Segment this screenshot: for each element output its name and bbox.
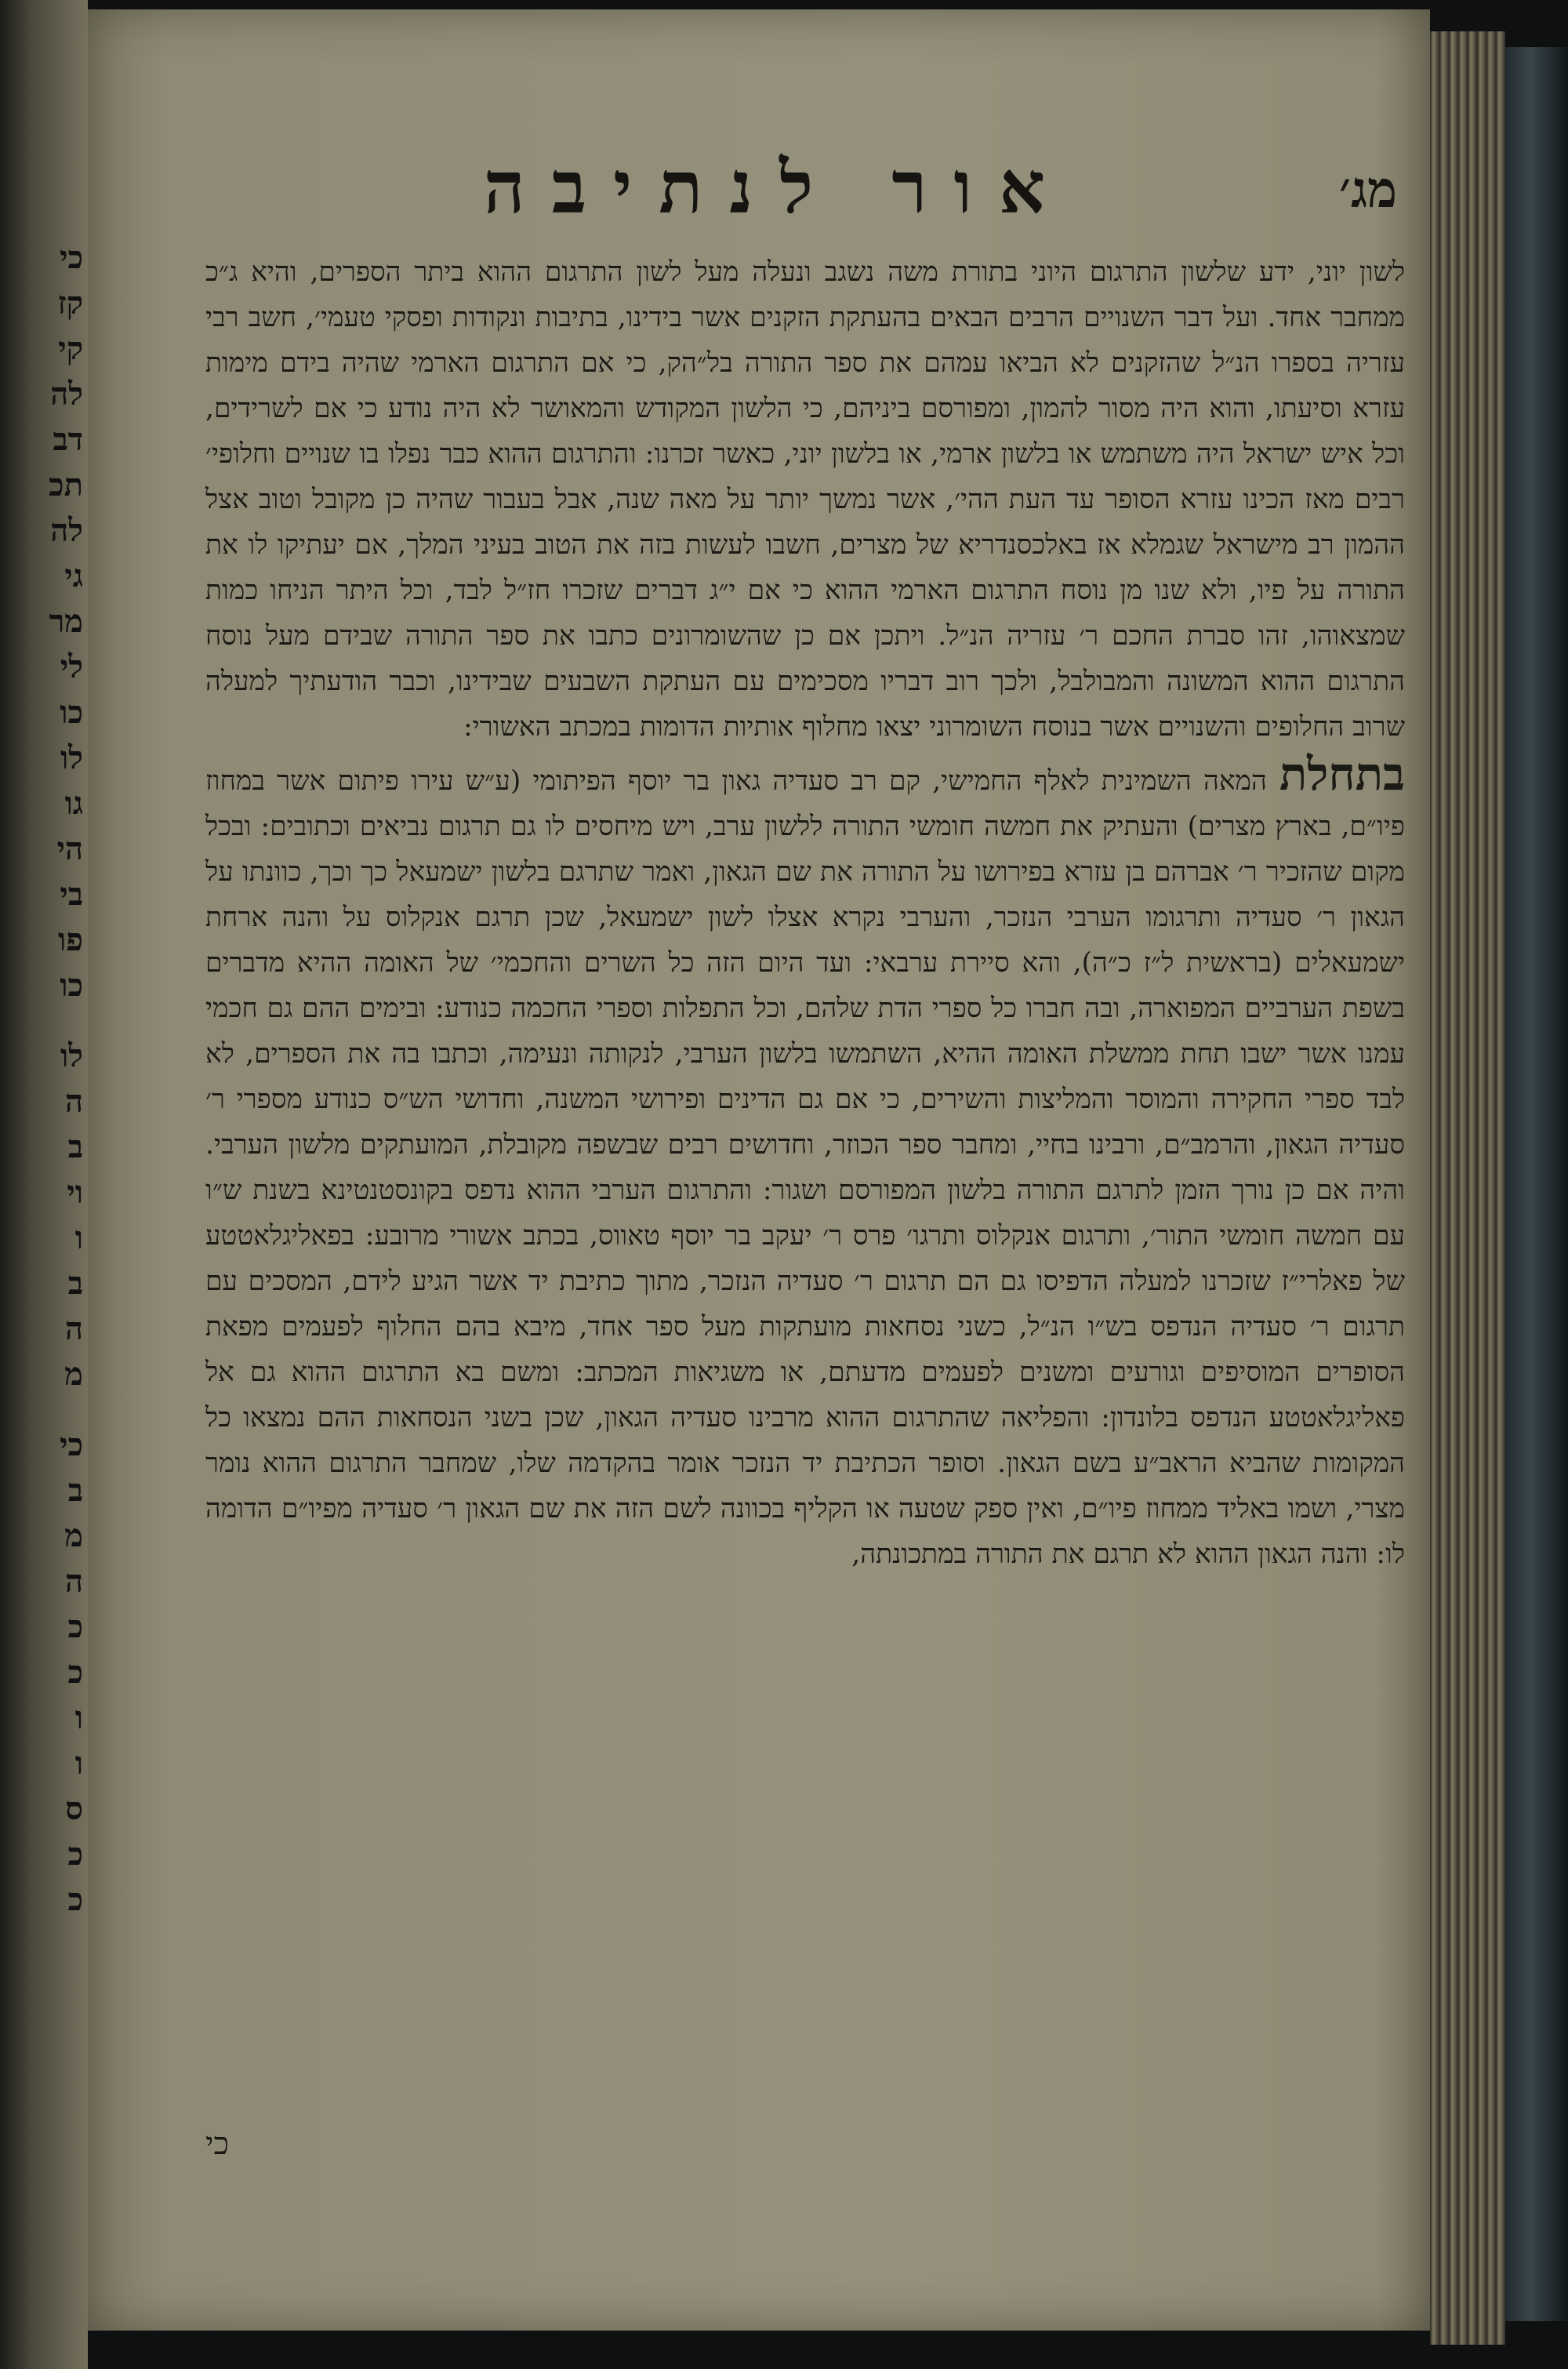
facing-page-letter: ו: [74, 1219, 83, 1256]
facing-page-letter: לה: [50, 376, 83, 412]
facing-page-letter: ו: [74, 1699, 83, 1736]
facing-page-letter: תכ: [49, 467, 83, 503]
facing-page-letter: דב: [53, 421, 83, 458]
facing-page-letter: לי: [60, 649, 83, 685]
facing-page-letter: ו: [74, 1745, 83, 1782]
paragraph-2-text: המאה השמינית לאלף החמישי, קם רב סעדיה גאון בר יוסף הפיתומי (ע״ש עירו פיתום אשר במחוז פיו״ם, בארץ מצרים) והעתיק את חמשה חומשי התורה ללשון ערב, ויש מיחסים לו גם תרגום נביאים וכתובים: ובכל מקום שהזכיר ר׳ אברהם בן עזרא בפירושו על התורה את שם הגאון, ואמר שתרגם בלשון ישמעאל כך וכך, כוונתו על הגאון ר׳ סעדיה ותרגומו הערבי הנזכר, והערבי נקרא אצלו לשון ישמעאל, שכן תרגם אנקלוס על והנה ארחת ישמעאלים (בראשית ל״ז כ״ה), והא סיירת ערבאי: ועד היום הזה כל השרים והחכמי׳ של האומה ההיא מדברים בשפת הערביים המפוארה, ובה חברו כל ספרי הדת שלהם, וכל התפלות וספרי החכמה כנודע: ובימים ההם גם חכמי עמנו אשר ישבו תחת ממשלת האומה ההיא, השתמשו בלשון הערבי, לנקותה ונעימה, וכתבו בה את הספרים, לא לבד ספרי החקירה והמוסר והמליצות והשירים, כי אם גם הדינים ופירושי המשנה, וחדושי הש״ס כנודע מספרי ר׳ סעדיה הגאון, והרמב״ם, ורבינו בחיי, ומחבר ספר הכוזר, וחדושים רבים שבשפה מקובלת, המועתקים מלשון הערבי. והיה אם כן נורך הזמן לתרגם התורה בלשון המפורסם ושגור: והתרגום הערבי ההוא נדפס בקונסטנטינא בשנת ש״ו עם חמשה חומשי התור׳, ותרגום אנקלוס ותרגו׳ פרס ר׳ יעקב בר יוסף טאווס, בכתב אשורי מרובע: בפאליגלאטטע של פאלרי״ז שזכרנו למעלה הדפיסו גם הם תרגום ר׳ סעדיה הנזכר, מתוך כתיבת יד אשר הגיע לידם, המסכים עם תרגום ר׳ סעדיה הנדפס בש״ו הנ״ל, כשני נסחאות מועתקות מעל ספר אחד, מיבא בהם החלוף לפעמים מפאת הסופרים המוסיפים וגורעים ומשנים לפעמים מדעתם, או משגיאות המכתב: ומשם בא התרגום ההוא גם אל פאליגלאטטע הנדפס בלונדון: והפליאה שהתרגום ההוא מרבינו סעדיה הגאון, שכן בשני הנסחאות ההם נמצאו כל המקומות שהביא הראב״ע בשם הגאון. וסופר הכתיבת יד הנזכר אומר בהקדמה שלו, שמחבר התרגום ההוא נומר מצרי, ושמו באליד ממחוז פיו״ם, ואין ספק שטעה או הקליף בכוונה לשם הזה את שם הגאון ר׳ סעדיה מפיו״ם הדומה לו: והנה הגאון ההוא לא תרגם את התורה במתכונתה,: [205, 765, 1405, 1570]
facing-page-letter: כו: [60, 967, 83, 1004]
facing-page-letter: מ: [64, 1517, 83, 1554]
facing-page-letter: וי: [67, 1174, 83, 1211]
paragraph-2: [205, 747, 1405, 1577]
facing-page-letter: מ: [64, 1356, 83, 1393]
facing-page-margin-letters: [36, 235, 83, 1923]
facing-page-letter: ב: [67, 1472, 83, 1509]
facing-page-letter: מר: [49, 603, 83, 640]
facing-page-letter: גי: [64, 558, 83, 594]
facing-page-letter: כי: [59, 1426, 83, 1463]
facing-page-letter: ב: [67, 1128, 83, 1165]
facing-page-letter: ס: [65, 1790, 83, 1827]
facing-page-letter: ה: [64, 1310, 83, 1347]
facing-page-letter: קז: [57, 285, 83, 322]
body-text: [205, 249, 1405, 1577]
facing-page-letter: הי: [56, 830, 83, 867]
page-number: מג׳: [1339, 161, 1397, 220]
facing-page-letter: כ: [67, 1608, 83, 1645]
facing-page-letter: ה: [64, 1563, 83, 1600]
facing-page-letter: ה: [64, 1083, 83, 1120]
facing-page-letter: ב: [67, 1265, 83, 1302]
page-stack-edges: [1430, 31, 1505, 2345]
facing-page-letter: לו: [60, 1037, 83, 1074]
page-header: [205, 145, 1397, 247]
facing-page-letter: לו: [60, 739, 83, 776]
facing-page-letter: כי: [59, 239, 83, 276]
facing-page-letter: כ: [67, 1836, 83, 1873]
facing-page-letter: כ: [67, 1654, 83, 1691]
facing-page-letter: לה: [50, 512, 83, 549]
facing-page-letter: קי: [58, 330, 83, 367]
facing-page-letter: כו: [60, 694, 83, 731]
paragraph-opener-word: בתחלת: [1279, 747, 1405, 801]
running-title: אור לנתיבה: [483, 145, 1073, 230]
facing-page-edge: [0, 0, 88, 2369]
facing-page-letter: בי: [60, 876, 83, 913]
catchword: כי: [205, 2126, 230, 2162]
book-cover-edge: [1505, 47, 1568, 2321]
paragraph-1: לשון יוני, ידע שלשון התרגום היוני בתורת משה נשגב ונעלה מעל לשון התרגום ההוא ביתר הספרים, והיא ג״כ ממחבר אחד. ועל דבר השנויים הרבים הבאים בהעתקת הזקנים אשר בידינו, בתיבות ונקודות ופסקי טעמי׳, חשב רבי עזריה בספרו הנ״ל שהזקנים לא הביאו עמהם את ספר התורה בל״הק, כי אם התרגום הארמי שהיה בידם מימות עזרא וסיעתו, והוא היה מסור להמון, ומפורסם ביניהם, כי הלשון המקודש והמאושר לא היה נודע כי אם לשרידים, וכל איש ישראל היה משתמש או בלשון ארמי, או בלשון יוני, כאשר זכרנו: והתרגום ההוא כבר נפלו בו שנויים וחלופי׳ רבים מאז הכינו עזרא הסופר עד העת ההי׳, אשר נמשך יותר על מאה שנה, אבל בעבור שהיה כן מקובל וטוב אצל ההמון רב מישראל שגמלא אז באלכסנדריא של מצרים, חשבו לעשות בזה את הטוב בעיני המלך, אם יעתיקו לו את התורה על פיו, ולא שנו מן נוסח התרגום הארמי ההוא כי אם י״ג דברים שזכרו חז״ל לבד, וכל היתר הניחו כמות שמצאוהו, זהו סברת החכם ר׳ עזריה הנ״ל. ויתכן אם כן שהשומרונים כתבו את ספר התורה שבידם מעל נוסח התרגום ההוא המשונה והמבולבל, ולכך רוב דבריו מסכימים עם העתקת השבעים שבידינו, וכבר הודעתיך למעלה שרוב החלופים והשנויים אשר בנוסח השומרוני יצאו מחלוף אותיות הדומות במכתב האשורי:: [205, 256, 1405, 743]
facing-page-letter: כ: [67, 1881, 83, 1918]
facing-page-letter: גו: [64, 785, 83, 822]
facing-page-letter: פו: [58, 921, 83, 958]
